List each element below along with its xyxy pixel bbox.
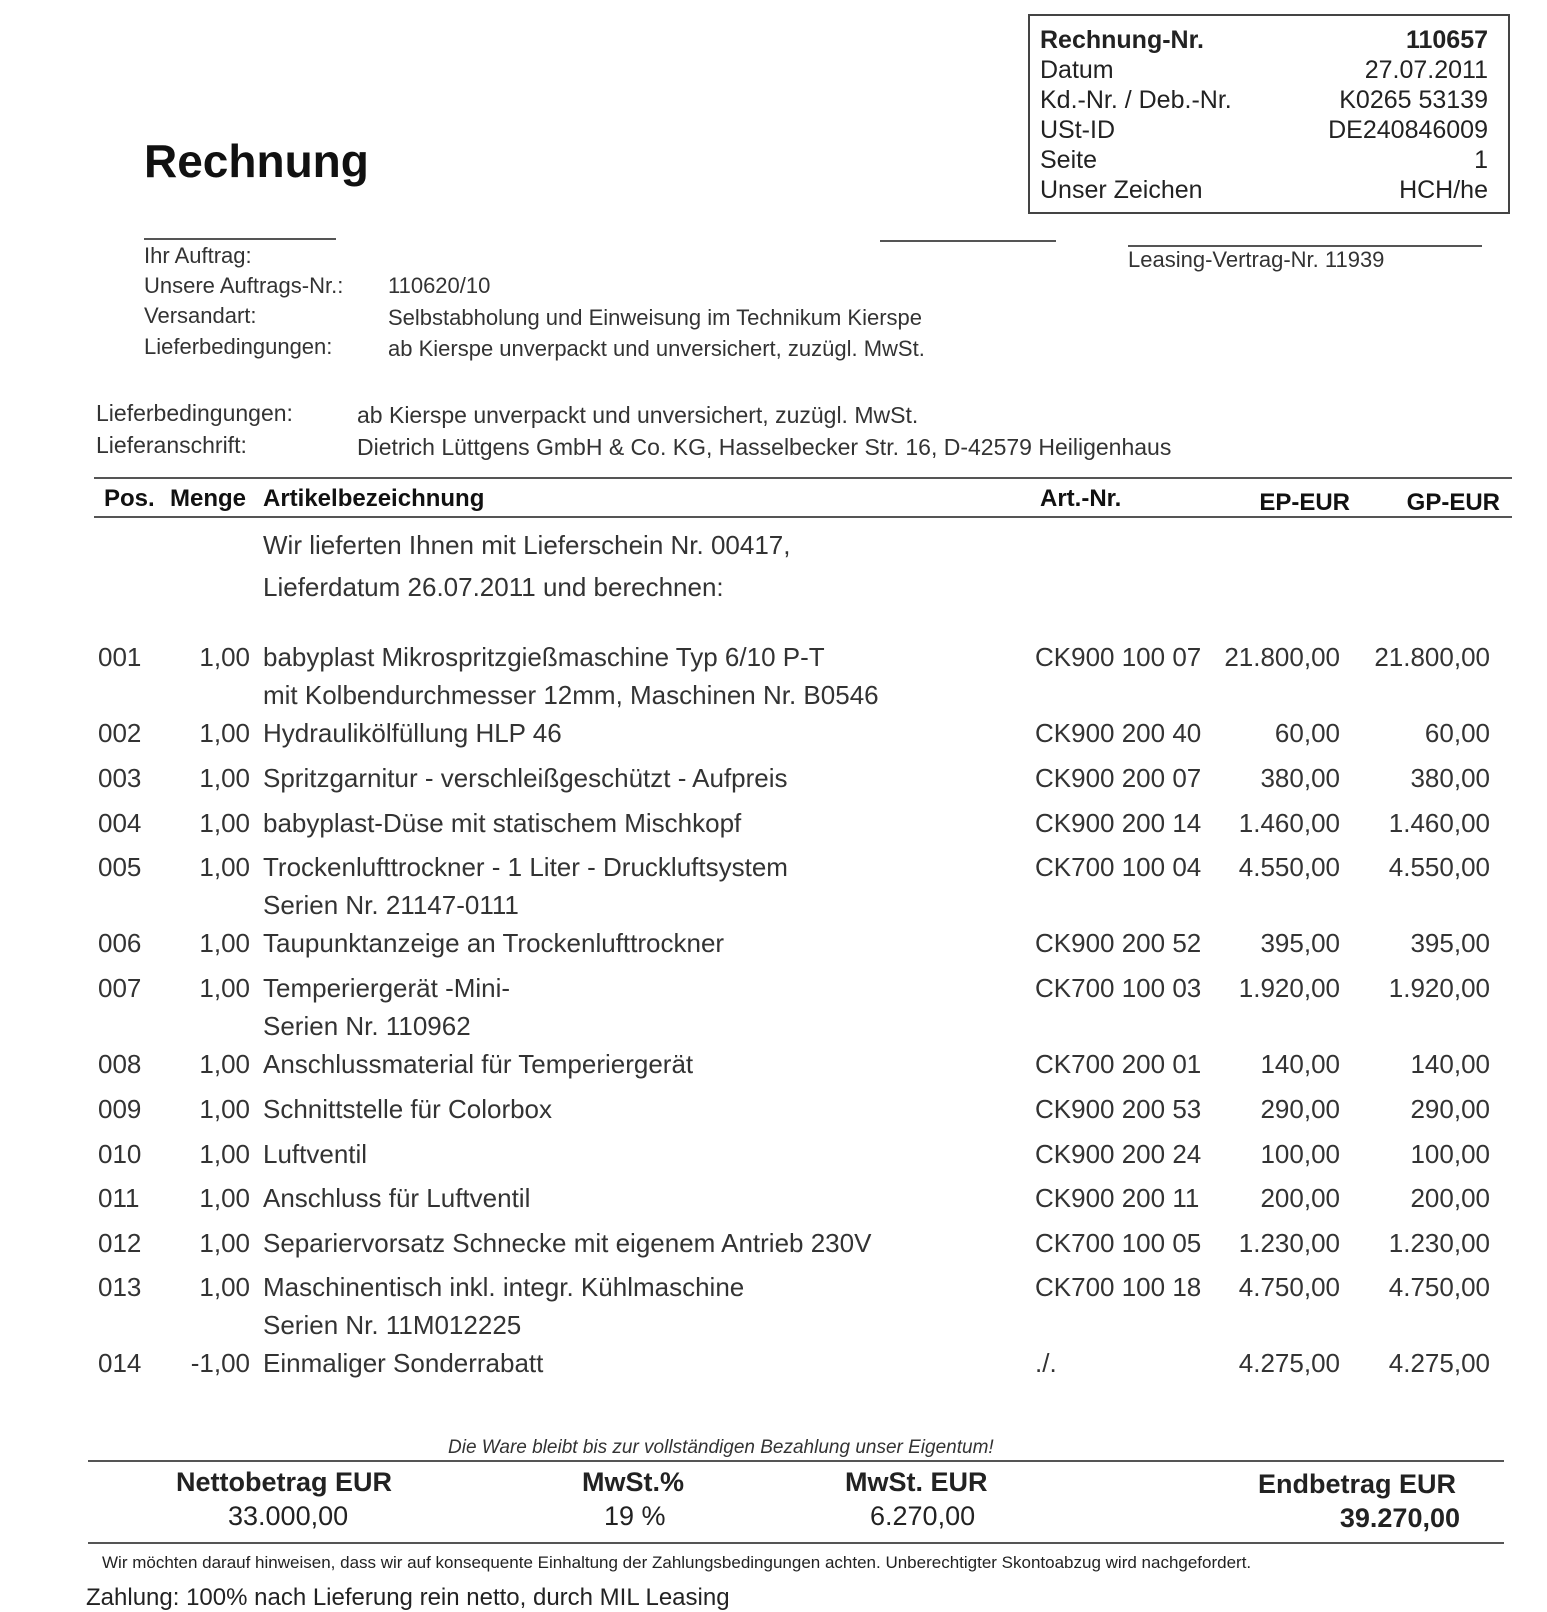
item-quantity: 1,00 [199,1272,250,1302]
item-article-number: ./. [1035,1348,1057,1378]
item-description: Separiervorsatz Schnecke mit eigenem Antrieb 230V [263,1228,872,1258]
item-description-detail: Serien Nr. 21147-0111 [263,890,519,920]
item-description: Einmaliger Sonderrabatt [263,1348,544,1378]
item-total-price: 21.800,00 [1374,642,1490,672]
total-amount-label: Endbetrag EUR [1258,1469,1457,1499]
item-unit-price: 4.275,00 [1238,1348,1340,1378]
item-total-price: 1.460,00 [1388,808,1490,838]
invoice-info-box [1028,14,1510,214]
order-terms-value: ab Kierspe unverpackt und unversichert, zuzügl. MwSt. [388,336,925,361]
vat-id-row [1040,116,1488,146]
item-unit-price: 1.920,00 [1238,973,1340,1003]
item-description: Schnittstelle für Colorbox [263,1094,553,1124]
net-amount-label: Nettobetrag EUR [176,1467,393,1497]
order-terms-label: Lieferbedingungen: [144,334,333,359]
item-total-price: 60,00 [1424,718,1490,748]
table-header-rule [94,516,1512,518]
total-amount: 39.270,00 [1339,1503,1460,1533]
vat-amount: 6.270,00 [870,1501,976,1531]
item-quantity: 1,00 [199,1049,250,1079]
item-article-number: CK900 200 24 [1035,1139,1202,1169]
item-quantity: 1,00 [199,808,250,838]
document-title: Rechnung [144,135,369,187]
item-unit-price: 290,00 [1260,1094,1340,1124]
item-position: 012 [98,1228,142,1258]
our-order-label: Unsere Auftrags-Nr.: [144,273,344,298]
item-position: 011 [98,1183,140,1213]
item-unit-price: 60,00 [1274,718,1340,748]
item-description: babyplast-Düse mit statischem Mischkopf [263,808,742,838]
item-description: babyplast Mikrospritzgießmaschine Typ 6/10 P-T [263,642,825,672]
vat-percent-label: MwSt.% [582,1467,685,1497]
item-total-price: 140,00 [1410,1049,1490,1079]
item-position: 010 [98,1139,142,1169]
column-header-total-price: GP-EUR [1406,489,1500,516]
item-unit-price: 395,00 [1260,928,1340,958]
page-number: 1 [1474,146,1488,174]
item-unit-price: 4.750,00 [1238,1272,1340,1302]
item-unit-price: 200,00 [1260,1183,1340,1213]
item-total-price: 1.230,00 [1388,1228,1490,1258]
item-total-price: 380,00 [1410,763,1490,793]
item-position: 009 [98,1094,142,1124]
divider [880,240,1056,242]
vat-id: DE240846009 [1328,116,1488,144]
shipping-value: Selbstabholung und Einweisung im Technikum Kierspe [388,305,923,330]
item-total-price: 1.920,00 [1388,973,1490,1003]
item-total-price: 4.550,00 [1388,852,1490,882]
item-position: 013 [98,1272,142,1302]
item-article-number: CK900 200 11 [1035,1183,1200,1213]
item-description: Anschluss für Luftventil [263,1183,531,1213]
item-quantity: 1,00 [199,1094,250,1124]
item-position: 004 [98,808,142,838]
item-quantity: 1,00 [199,852,250,882]
delivery-date-line: Lieferdatum 26.07.2011 und berechnen: [263,572,724,602]
item-article-number: CK700 100 04 [1035,852,1202,882]
item-description: Spritzgarnitur - verschleißgeschützt - Aufpreis [263,763,788,793]
item-article-number: CK900 200 40 [1035,718,1202,748]
ownership-note: Die Ware bleibt bis zur vollständigen Bezahlung unser Eigentum! [448,1437,994,1458]
vat-id-label: USt-ID [1040,116,1115,144]
item-article-number: CK700 200 01 [1035,1049,1202,1079]
delivery-address: Dietrich Lüttgens GmbH & Co. KG, Hasselbecker Str. 16, D-42579 Heiligenhaus [357,434,1172,460]
reference-label: Unser Zeichen [1040,176,1203,204]
totals-bottom-rule [88,1542,1504,1544]
item-quantity: 1,00 [199,1183,250,1213]
item-total-price: 290,00 [1410,1094,1490,1124]
our-order-number: 110620/10 [388,273,491,298]
column-header-qty: Menge [170,485,247,512]
item-article-number: CK900 200 07 [1035,763,1202,793]
item-description: Maschinentisch inkl. integr. Kühlmaschine [263,1272,745,1302]
item-quantity: -1,00 [190,1348,250,1378]
reference: HCH/he [1399,176,1488,204]
item-description: Luftventil [263,1139,368,1169]
item-description: Temperiergerät -Mini- [263,973,511,1003]
item-position: 006 [98,928,142,958]
item-position: 003 [98,763,142,793]
divider [144,238,336,240]
table-top-rule [94,477,1512,479]
date-row [1040,56,1488,86]
item-description: Hydraulikölfüllung HLP 46 [263,718,562,748]
item-quantity: 1,00 [199,642,250,672]
delivery-intro-line: Wir lieferten Ihnen mit Lieferschein Nr. 00417, [263,530,791,560]
item-description: Taupunktanzeige an Trockenlufttrockner [263,928,725,958]
invoice-date: 27.07.2011 [1364,56,1488,84]
item-unit-price: 100,00 [1260,1139,1340,1169]
item-unit-price: 21.800,00 [1224,642,1340,672]
column-header-unit-price: EP-EUR [1259,489,1350,516]
net-amount: 33.000,00 [228,1501,349,1531]
page-row [1040,146,1488,176]
customer-row [1040,86,1488,116]
customer-label: Kd.-Nr. / Deb.-Nr. [1040,86,1232,114]
invoice-number-label: Rechnung-Nr. [1040,26,1204,54]
customer-number: K0265 53139 [1339,86,1488,114]
item-total-price: 4.275,00 [1388,1348,1490,1378]
item-description: Trockenlufttrockner - 1 Liter - Druckluftsystem [263,852,788,882]
page-label: Seite [1040,146,1097,174]
reference-row [1040,176,1488,206]
item-article-number: CK900 200 14 [1035,808,1202,838]
your-order-label: Ihr Auftrag: [144,243,252,268]
item-total-price: 200,00 [1410,1183,1490,1213]
item-total-price: 100,00 [1410,1139,1490,1169]
item-article-number: CK900 200 53 [1035,1094,1202,1124]
column-header-description: Artikelbezeichnung [263,485,485,512]
item-quantity: 1,00 [199,1228,250,1258]
item-position: 007 [98,973,142,1003]
invoice-number-row [1040,26,1488,56]
date-label: Datum [1040,56,1114,84]
item-article-number: CK700 100 18 [1035,1272,1202,1302]
invoice-number: 110657 [1405,26,1488,54]
item-position: 001 [98,642,142,672]
vat-amount-label: MwSt. EUR [845,1467,988,1497]
item-article-number: CK700 100 05 [1035,1228,1202,1258]
item-unit-price: 140,00 [1260,1049,1340,1079]
item-description-detail: Serien Nr. 110962 [263,1011,471,1041]
item-quantity: 1,00 [199,928,250,958]
payment-terms: Zahlung: 100% nach Lieferung rein netto, durch MIL Leasing [86,1584,730,1611]
item-description-detail: mit Kolbendurchmesser 12mm, Maschinen Nr. B0546 [263,680,879,710]
column-header-article-number: Art.-Nr. [1040,485,1122,512]
item-description: Anschlussmaterial für Temperiergerät [263,1049,694,1079]
item-quantity: 1,00 [199,973,250,1003]
item-position: 005 [98,852,142,882]
item-position: 008 [98,1049,142,1079]
item-unit-price: 380,00 [1260,763,1340,793]
item-unit-price: 1.230,00 [1238,1228,1340,1258]
item-description-detail: Serien Nr. 11M012225 [263,1310,522,1340]
item-position: 014 [98,1348,142,1378]
payment-notice: Wir möchten darauf hinweisen, dass wir auf konsequente Einhaltung der Zahlungsbedingungen achten. Unberechtigter Skontoabzug wird nachgefordert. [102,1553,1252,1572]
column-header-pos: Pos. [104,485,155,512]
vat-percent: 19 % [604,1501,666,1531]
delivery-terms-label: Lieferbedingungen: [96,400,293,426]
item-quantity: 1,00 [199,1139,250,1169]
item-article-number: CK700 100 03 [1035,973,1202,1003]
item-quantity: 1,00 [199,763,250,793]
leasing-contract-number: Leasing-Vertrag-Nr. 11939 [1128,247,1385,272]
item-total-price: 395,00 [1410,928,1490,958]
delivery-address-label: Lieferanschrift: [96,432,247,458]
item-article-number: CK900 200 52 [1035,928,1202,958]
item-position: 002 [98,718,142,748]
item-quantity: 1,00 [199,718,250,748]
totals-top-rule [88,1460,1504,1462]
delivery-terms-value: ab Kierspe unverpackt und unversichert, zuzügl. MwSt. [357,402,919,428]
item-unit-price: 1.460,00 [1238,808,1340,838]
item-total-price: 4.750,00 [1388,1272,1490,1302]
item-article-number: CK900 100 07 [1035,642,1202,672]
item-unit-price: 4.550,00 [1238,852,1340,882]
shipping-label: Versandart: [144,303,257,328]
